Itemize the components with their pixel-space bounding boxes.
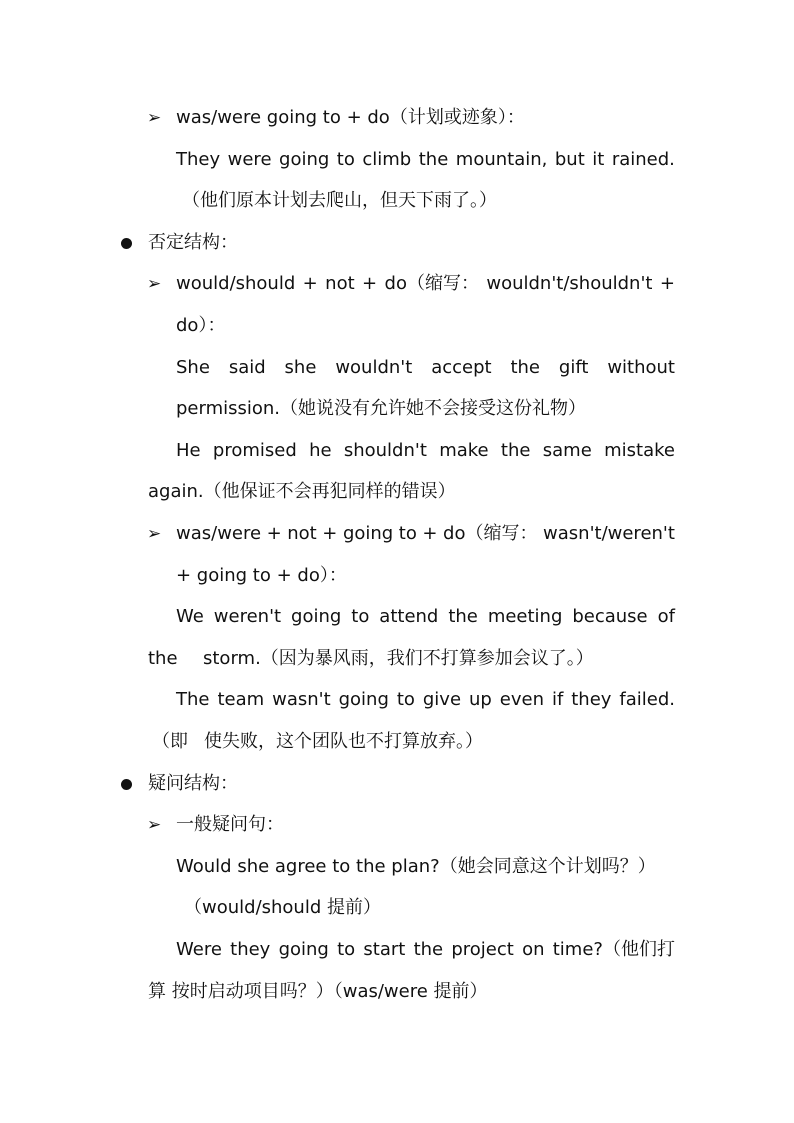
negative-sub2-example1 xyxy=(176,605,675,629)
word: start xyxy=(363,939,406,960)
plan-example-en xyxy=(176,148,675,172)
word: He xyxy=(176,440,201,461)
word: accept xyxy=(431,357,492,378)
arrow-bullet-icon: ➢ xyxy=(147,815,162,835)
negative-sub2-heading xyxy=(176,522,675,546)
word: the xyxy=(418,149,449,170)
word: it xyxy=(592,149,605,170)
word: the xyxy=(510,357,541,378)
question-sub1-example2 xyxy=(176,938,675,962)
word: wouldn't xyxy=(335,357,413,378)
word: even xyxy=(499,689,544,710)
word: said xyxy=(228,357,266,378)
word: was/were xyxy=(176,523,262,544)
word: + xyxy=(362,273,378,294)
word: meeting xyxy=(487,606,563,627)
negative-sub1-example2 xyxy=(176,439,675,463)
word: on xyxy=(522,939,545,960)
word: shouldn't xyxy=(343,440,427,461)
word: She xyxy=(176,357,210,378)
negative-sub2-example1-cont-b: storm.（因为暴风雨，我们不打算参加会议了。） xyxy=(203,648,594,669)
plan-example-cn: （他们原本计划去爬山，但天下雨了。） xyxy=(182,190,497,211)
word: + xyxy=(322,523,338,544)
word: give xyxy=(422,689,462,710)
word: team xyxy=(217,689,265,710)
word: They xyxy=(176,149,221,170)
word: were xyxy=(227,149,272,170)
word: rained. xyxy=(611,149,675,170)
word: promised xyxy=(212,440,297,461)
word: going xyxy=(342,523,394,544)
word: not xyxy=(325,273,355,294)
bullet-dot-icon xyxy=(121,779,132,790)
word: if xyxy=(551,689,564,710)
word: do（缩写： xyxy=(384,273,479,294)
word: to xyxy=(336,149,355,170)
word: mountain, xyxy=(455,149,548,170)
word: to xyxy=(398,523,417,544)
negative-sub1-heading-cont: do）： xyxy=(176,315,226,336)
word: the xyxy=(413,939,444,960)
word: going xyxy=(278,939,329,960)
negative-sub2-example2-cont-b: 使失败，这个团队也不打算放弃。） xyxy=(204,731,483,752)
word: going xyxy=(338,689,389,710)
word: + xyxy=(422,523,438,544)
word: she xyxy=(284,357,317,378)
word: up xyxy=(468,689,492,710)
word: gift xyxy=(558,357,589,378)
word: + xyxy=(659,273,675,294)
word: but xyxy=(554,149,585,170)
word: make xyxy=(439,440,489,461)
negative-sub1-heading xyxy=(176,272,675,296)
word: to xyxy=(396,689,415,710)
arrow-bullet-icon: ➢ xyxy=(147,274,162,294)
word: to xyxy=(337,939,356,960)
negative-title: 否定结构： xyxy=(148,232,238,253)
word: going xyxy=(291,606,342,627)
word: attend xyxy=(379,606,439,627)
negative-sub1-example1-cont: permission.（她说没有允许她不会接受这份礼物） xyxy=(176,398,587,419)
word: same xyxy=(542,440,592,461)
word: he xyxy=(309,440,332,461)
word: Were xyxy=(176,939,222,960)
question-title: 疑问结构： xyxy=(148,773,238,794)
word: they xyxy=(230,939,271,960)
plan-heading: was/were going to + do（计划或迹象）： xyxy=(176,107,525,128)
word: would/should xyxy=(176,273,296,294)
negative-sub2-example2-cont-a: （即 xyxy=(152,731,188,752)
word: climb xyxy=(362,149,412,170)
word: failed. xyxy=(619,689,675,710)
negative-sub1-example2-cont: again.（他保证不会再犯同样的错误） xyxy=(148,481,456,502)
arrow-bullet-icon: ➢ xyxy=(147,524,162,544)
word: weren't xyxy=(213,606,282,627)
negative-sub2-example1-cont-a: the xyxy=(148,648,178,669)
word: they xyxy=(571,689,612,710)
word: without xyxy=(607,357,675,378)
word: not xyxy=(287,523,317,544)
word: the xyxy=(500,440,531,461)
word: wasn't/weren't xyxy=(543,523,675,544)
word: wouldn't/shouldn't xyxy=(486,273,653,294)
negative-sub1-example1 xyxy=(176,356,675,380)
word: time?（他们打 xyxy=(552,939,675,960)
negative-sub2-heading-cont: + going to + do）： xyxy=(176,565,347,586)
bullet-dot-icon xyxy=(121,238,132,249)
word: mistake xyxy=(604,440,675,461)
word: going xyxy=(279,149,330,170)
word: + xyxy=(302,273,318,294)
word: wasn't xyxy=(272,689,331,710)
question-sub1-heading: 一般疑问句： xyxy=(176,814,284,835)
negative-sub2-example2 xyxy=(176,688,675,712)
question-sub1-example1-note: （would/should 提前） xyxy=(184,897,381,918)
word: We xyxy=(176,606,204,627)
word: + xyxy=(266,523,282,544)
word: The xyxy=(176,689,210,710)
word: do（缩写： xyxy=(443,523,538,544)
word: project xyxy=(451,939,514,960)
arrow-bullet-icon: ➢ xyxy=(147,108,162,128)
question-sub1-example2-cont: 算 按时启动项目吗？）（was/were 提前） xyxy=(148,981,488,1002)
word: to xyxy=(351,606,370,627)
word: because xyxy=(572,606,648,627)
word: of xyxy=(657,606,675,627)
question-sub1-example1: Would she agree to the plan?（她会同意这个计划吗？） xyxy=(176,856,656,877)
word: the xyxy=(448,606,478,627)
